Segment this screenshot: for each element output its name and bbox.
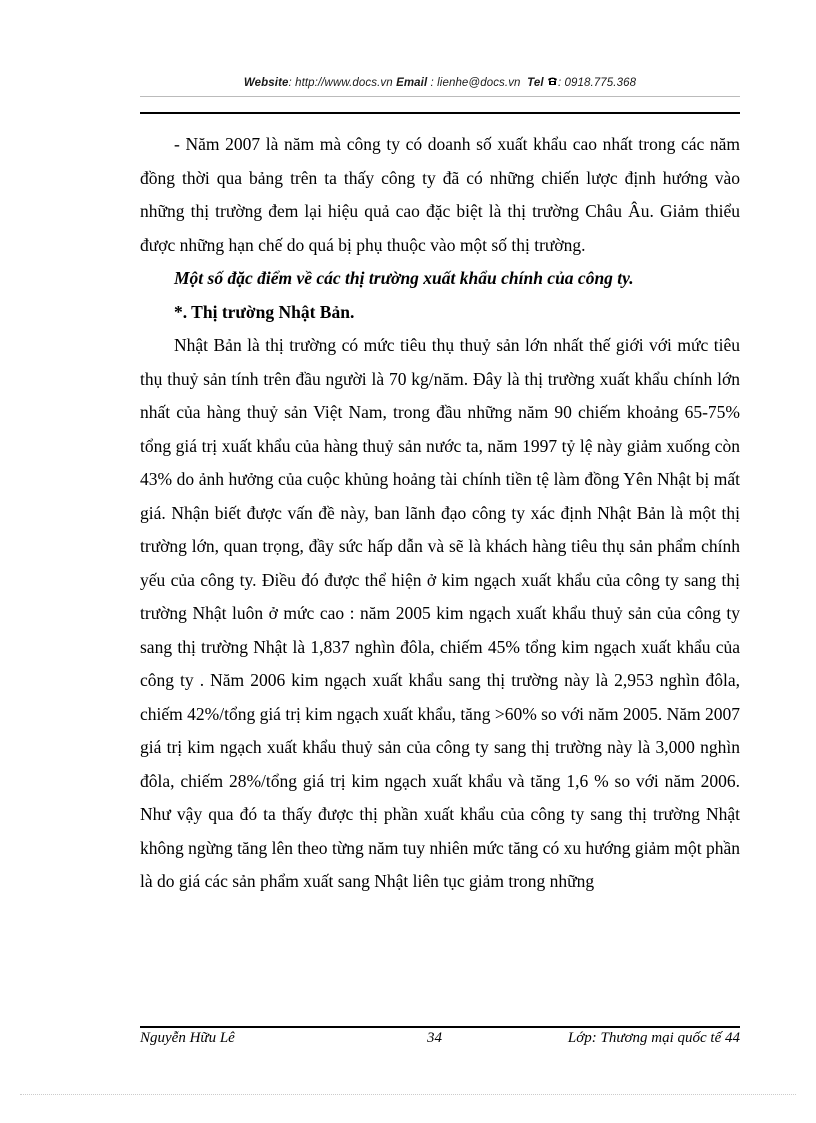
tel-label: Tel bbox=[527, 77, 544, 89]
page-header bbox=[140, 76, 740, 89]
section-heading: Một số đặc điểm về các thị trường xuất khẩu chính của công ty. bbox=[174, 268, 634, 288]
footer-author: Nguyễn Hữu Lê bbox=[140, 1030, 235, 1046]
tel-value: : 0918.775.368 bbox=[557, 77, 637, 89]
email-value: : lienhe@docs.vn bbox=[430, 77, 521, 89]
header-divider bbox=[140, 112, 740, 114]
page-footer bbox=[140, 1030, 740, 1050]
page-bottom-border bbox=[20, 1094, 796, 1095]
footer-class: Lớp: Thương mại quốc tế 44 bbox=[567, 1030, 740, 1046]
website-label: Website bbox=[243, 77, 289, 89]
document-body bbox=[140, 128, 740, 899]
page-number: 34 bbox=[427, 1030, 442, 1046]
email-label: Email bbox=[396, 77, 428, 89]
footer-divider bbox=[140, 1026, 740, 1028]
header-divider-thin bbox=[140, 96, 740, 97]
website-value: : http://www.docs.vn bbox=[288, 77, 393, 89]
paragraph-1: - Năm 2007 là năm mà công ty có doanh số xuất khẩu cao nhất trong các năm đồng thời qua bảng trên ta thấy công ty đã có những chiến lược định hướng vào những thị trường đem lại hiệu quả cao đặc biệt là thị trường Châu Âu. Giảm thiểu được những hạn chế do quá bị phụ thuộc vào một số thị trường. bbox=[140, 134, 740, 255]
paragraph-2: Nhật Bản là thị trường có mức tiêu thụ thuỷ sản lớn nhất thế giới với mức tiêu thụ thuỷ sản tính trên đầu người là 70 kg/năm. Đây là thị trường xuất khẩu chính lớn nhất của hàng thuỷ sản Việt Nam, trong đầu những năm 90 chiếm khoảng 65-75% tổng giá trị xuất khẩu của hàng thuỷ sản nước ta, năm 1997 tỷ lệ này giảm xuống còn 43% do ảnh hưởng của cuộc khủng hoảng tài chính tiền tệ làm đồng Yên Nhật bị mất giá. Nhận biết được vấn đề này, ban lãnh đạo công ty xác định Nhật Bản là một thị trường lớn, quan trọng, đầy sức hấp dẫn và sẽ là khách hàng tiêu thụ sản phẩm chính yếu của công ty. Điều đó được thể hiện ở kim ngạch xuất khẩu của công ty sang thị trường Nhật luôn ở mức cao : năm 2005 kim ngạch xuất khẩu thuỷ sản của công ty sang thị trường Nhật là 1,837 nghìn đôla, chiếm 45% tổng kim ngạch xuất khẩu của công ty . Năm 2006 kim ngạch xuất khẩu sang thị trường này là 2,953 nghìn đôla, chiếm 42%/tổng giá trị kim ngạch xuất khẩu, tăng >60% so với năm 2005. Năm 2007 giá trị kim ngạch xuất khẩu thuỷ sản của công ty sang thị trường này là 3,000 nghìn đôla, chiếm 28%/tổng giá trị kim ngạch xuất khẩu và tăng 1,6 % so với năm 2006. Như vậy qua đó ta thấy được thị phần xuất khẩu của công ty sang thị trường Nhật không ngừng tăng lên theo từng năm tuy nhiên mức tăng có xu hướng giảm một phần là do giá các sản phẩm xuất sang Nhật liên tục giảm trong những bbox=[140, 335, 740, 891]
phone-icon bbox=[547, 77, 558, 89]
subsection-heading: *. Thị trường Nhật Bản. bbox=[174, 301, 355, 322]
